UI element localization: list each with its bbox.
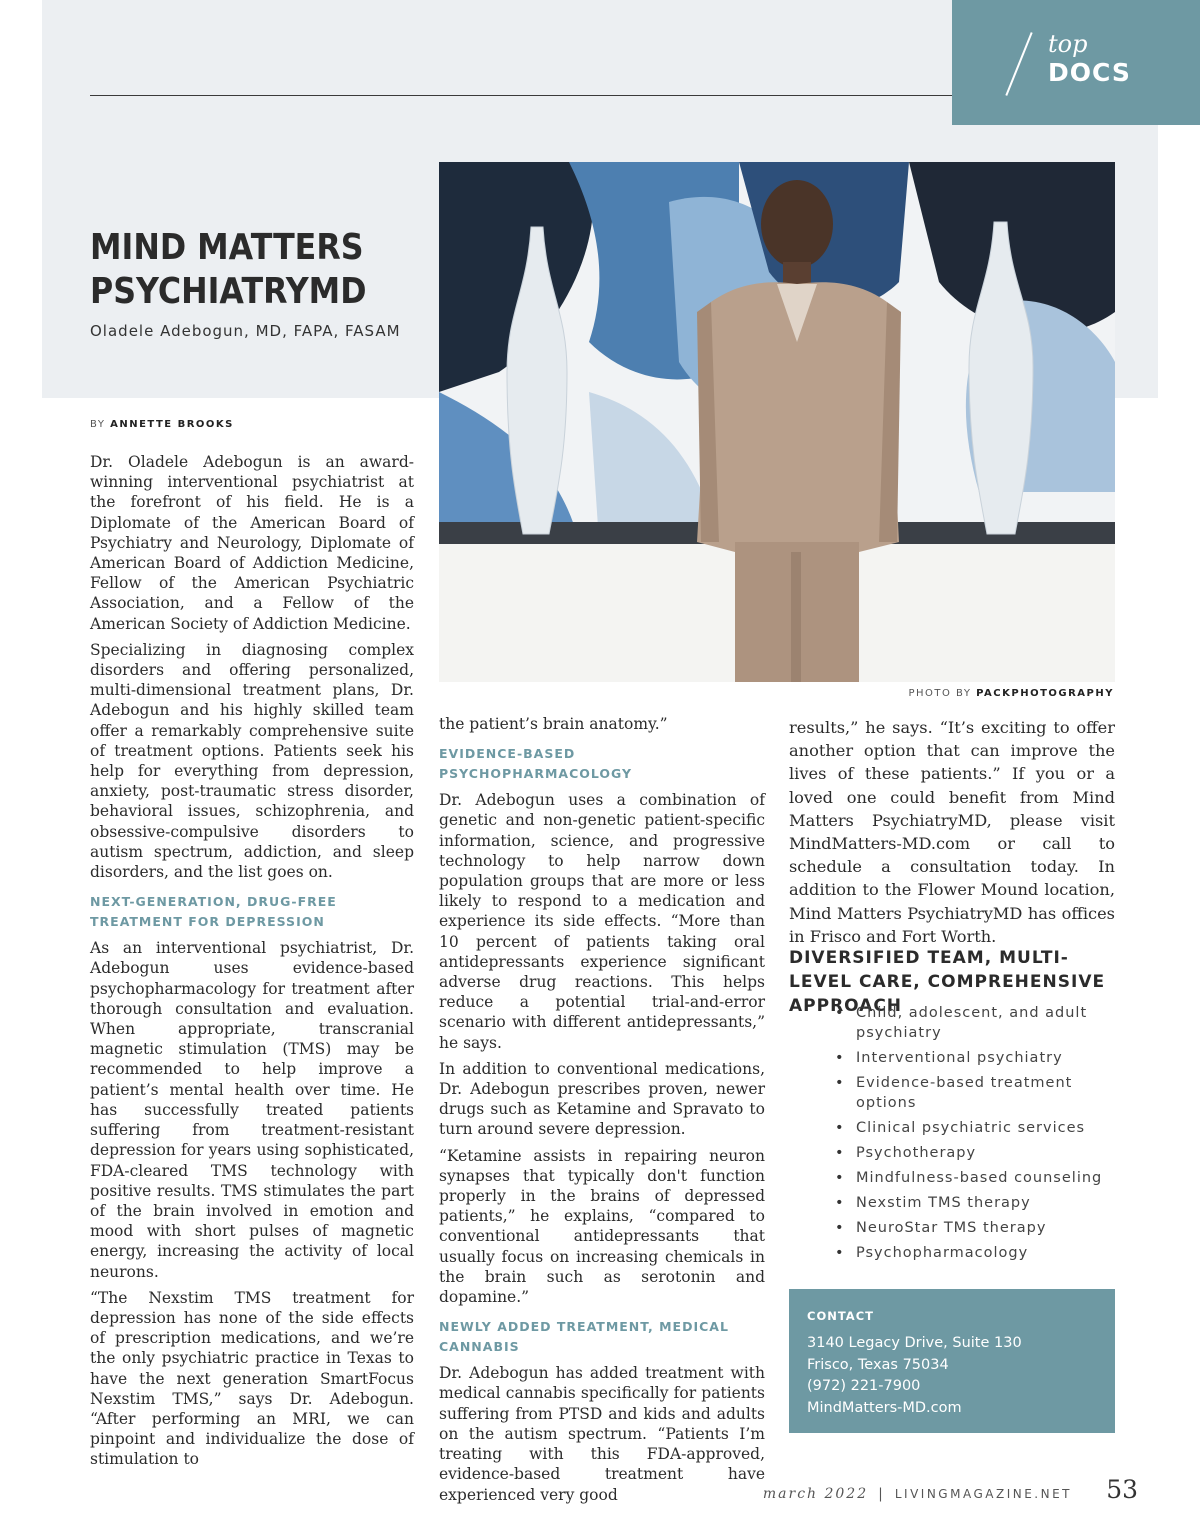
services-list <box>835 1003 1125 1268</box>
column-1 <box>90 452 414 1476</box>
header-rule <box>90 95 952 96</box>
service-item: • Clinical psychiatric services <box>835 1118 1125 1138</box>
service-item: • NeuroStar TMS therapy <box>835 1218 1125 1238</box>
article-subtitle: Oladele Adebogun, MD, FAPA, FASAM <box>90 322 401 340</box>
service-item: • Nexstim TMS therapy <box>835 1193 1125 1213</box>
contact-address-line-1: 3140 Legacy Drive, Suite 130 <box>807 1335 1022 1351</box>
paragraph: In addition to conventional medications, Dr. Adebogun prescribes proven, newer drugs such as Ketamine and Spravato to turn around severe depression. <box>439 1059 765 1139</box>
footer-separator: | <box>878 1486 885 1502</box>
paragraph: “The Nexstim TMS treatment for depression has none of the side effects of prescription medications, and we’re the only psychiatric practice in Texas to have the next generation SmartFocus Nexstim TMS,” says Dr. Adebogun. “After performing an MRI, we can pinpoint and individualize the dose of stimulation to <box>90 1288 414 1469</box>
paragraph: results,” he says. “It’s exciting to offer another option that can improve the lives of these patients.” If you or a loved one could benefit from Mind Matters PsychiatryMD, please visit MindMatters-MD.com or call to schedule a consultation today. In addition to the Flower Mound location, Mind Matters PsychiatryMD has offices in Frisco and Fort Worth. <box>789 718 1115 946</box>
byline-prefix: BY <box>90 419 106 430</box>
byline <box>90 419 234 430</box>
contact-box <box>789 1289 1115 1433</box>
services-heading: DIVERSIFIED TEAM, MULTI-LEVEL CARE, COMPREHENSIVE APPROACH <box>789 948 1106 1016</box>
magazine-site[interactable]: LIVINGMAGAZINE.NET <box>894 1487 1072 1501</box>
section-tag <box>952 0 1200 125</box>
section-tag-top: top <box>1048 30 1088 58</box>
paragraph: the patient’s brain anatomy.” <box>439 715 668 733</box>
service-item: • Mindfulness-based counseling <box>835 1168 1125 1188</box>
byline-author: ANNETTE BROOKS <box>110 419 234 430</box>
service-item: • Evidence-based treatment options <box>835 1073 1125 1113</box>
paragraph: Dr. Adebogun uses a combination of genetic and non-genetic patient-specific information, science, and progressive technology to help narrow down population groups that are more or less likely to respond to a medication and experience its side effects. “More than 10 percent of patients taking oral antidepressants experience significant adverse drug reactions. This helps reduce a potential trial-and-error scenario with different antidepressants,” he says. <box>439 791 765 1052</box>
contact-address-line-2: Frisco, Texas 75034 <box>807 1356 949 1373</box>
service-item: • Psychopharmacology <box>835 1243 1125 1263</box>
photo-credit-prefix: PHOTO BY <box>908 688 972 699</box>
portrait-illustration <box>439 162 1115 682</box>
paragraph: Dr. Adebogun has added treatment with medical cannabis specifically for patients suffering from PTSD and kids and adults on the autism spectrum. “Patients I’m treating with this FDA-approved, evidence-based treatment have experienced very good <box>439 1364 765 1504</box>
service-item: • Interventional psychiatry <box>835 1048 1125 1068</box>
paragraph: As an interventional psychiatrist, Dr. Adebogun uses evidence-based psychopharmacology for treatment after thorough consultation and evaluation. When appropriate, transcranial magnetic stimulation (TMS) may be recommended to help improve a patient’s mental health over time. He has successfully treated patients suffering from treatment-resistant depression for years using sophisticated, FDA-cleared TMS technology with positive results. TMS stimulates the part of the brain involved in emotion and mood with short pulses of magnetic energy, increasing the activity of local neurons. <box>90 939 414 1281</box>
column-2 <box>439 714 765 1511</box>
paragraph: Specializing in diagnosing complex disorders and offering personalized, multi-dimensional treatment plans, Dr. Adebogun and his highly skilled team offer a remarkably comprehensive suite of treatment options. Patients seek his help for everything from depression, anxiety, post-traumatic stress disorder, behavioral issues, schizophrenia, and obsessive-compulsive disorders to autism spectrum, addiction, and sleep disorders, and the list goes on. <box>90 640 414 882</box>
article-title: MIND MATTERS PSYCHIATRYMD <box>90 227 367 312</box>
service-item: • Psychotherapy <box>835 1143 1125 1163</box>
contact-lines <box>807 1333 1022 1419</box>
page-footer <box>763 1486 1072 1502</box>
photo-credit <box>908 688 1114 699</box>
subheading: NEXT-GENERATION, DRUG-FREE TREATMENT FOR DEPRESSION <box>90 894 337 930</box>
page-number: 53 <box>1106 1475 1138 1504</box>
issue-date: march 2022 <box>762 1486 869 1502</box>
column-3 <box>789 716 1115 954</box>
subheading: EVIDENCE-BASED PSYCHOPHARMACOLOGY <box>439 746 633 782</box>
service-item: • Child, adolescent, and adult psychiatry <box>835 1003 1125 1043</box>
section-tag-docs: DOCS <box>1048 58 1131 87</box>
portrait-photo <box>439 162 1115 682</box>
contact-phone[interactable]: (972) 221-7900 <box>807 1378 921 1394</box>
photo-credit-name: PACKPHOTOGRAPHY <box>976 688 1114 699</box>
subheading: NEWLY ADDED TREATMENT, MEDICAL CANNABIS <box>439 1319 729 1355</box>
slash-mark <box>1005 32 1032 96</box>
paragraph: Dr. Oladele Adebogun is an award-winning interventional psychiatrist at the forefront of his field. He is a Diplomate of the American Board of Psychiatry and Neurology, Diplomate of American Board of Addiction Medicine, Fellow of the American Psychiatric Association, and a Fellow of the American Society of Addiction Medicine. <box>90 453 414 633</box>
paragraph: “Ketamine assists in repairing neuron synapses that typically don't function properly in the brains of depressed patients,” he explains, “compared to conventional antidepressants that usually focus on increasing chemicals in the brain such as serotonin and dopamine.” <box>439 1146 765 1307</box>
contact-website[interactable]: MindMatters-MD.com <box>807 1399 962 1416</box>
contact-label: CONTACT <box>807 1309 874 1323</box>
